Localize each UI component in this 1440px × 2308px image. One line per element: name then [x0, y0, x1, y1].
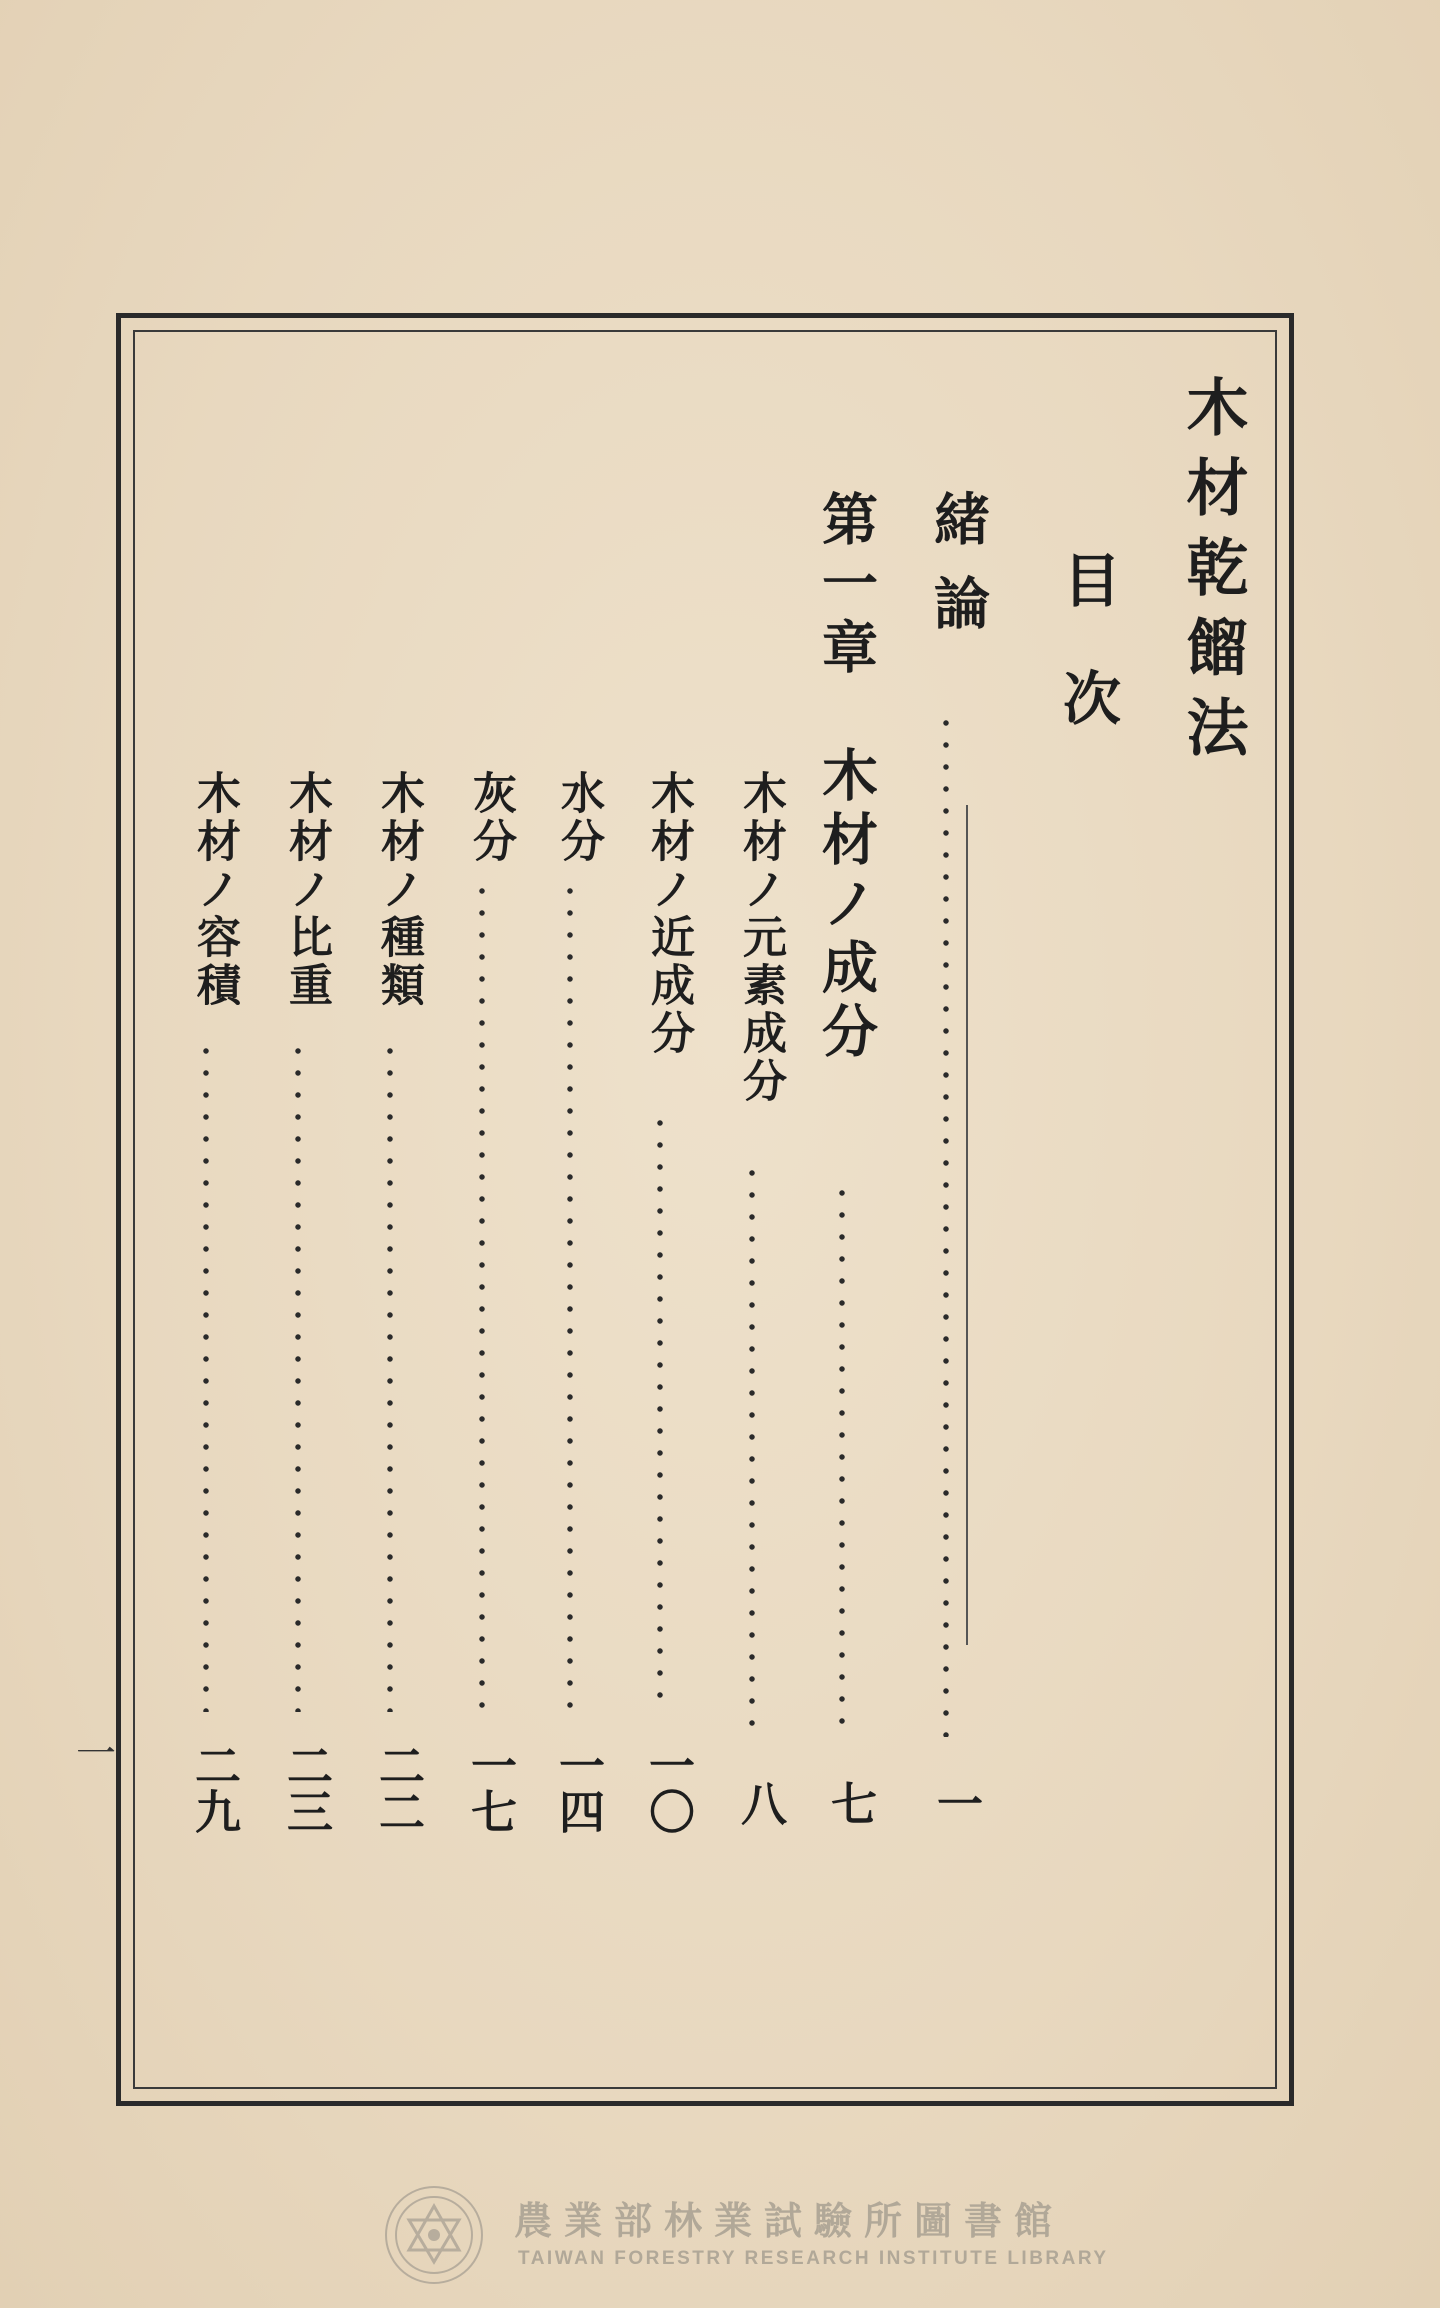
toc-entry-label: 木材ノ近成分	[643, 770, 694, 1058]
leader-dots	[566, 880, 574, 1712]
toc-entry-page: 一〇	[642, 1742, 696, 1834]
leader-dots	[656, 1112, 664, 1712]
margin-page-number: 一	[76, 1731, 116, 1777]
leader-dots	[386, 1040, 394, 1712]
library-name-english: TAIWAN FORESTRY RESEARCH INSTITUTE LIBRARY	[518, 2248, 1109, 2269]
leader-dots	[202, 1040, 210, 1712]
toc-entry-page: 一	[930, 1780, 984, 1826]
column-divider	[966, 805, 968, 1645]
toc-entry-page: 七	[824, 1780, 878, 1826]
toc-entry-label: 第一章 木材ノ成分	[813, 490, 879, 1066]
book-title: 木材乾餾法	[1176, 375, 1249, 775]
toc-entry-page: 二二	[372, 1742, 426, 1834]
leader-dots	[478, 880, 486, 1712]
toc-entry-label: 灰分	[465, 770, 516, 866]
toc-entry-label: 緒論	[925, 490, 991, 658]
leader-dots	[294, 1040, 302, 1712]
toc-entry-page: 二九	[188, 1742, 242, 1834]
library-watermark	[0, 2180, 1440, 2290]
toc-entry-page: 二三	[280, 1742, 334, 1834]
library-seal-icon	[385, 2186, 483, 2284]
toc-entry-label: 木材ノ容積	[189, 770, 240, 1010]
toc-entry-label: 木材ノ元素成分	[735, 770, 786, 1106]
toc-entry-page: 一四	[552, 1742, 606, 1834]
leader-dots	[748, 1162, 756, 1738]
leader-dots	[838, 1182, 846, 1738]
toc-entry-page: 八	[734, 1780, 788, 1826]
leader-dots	[942, 712, 950, 1737]
toc-entry-label: 木材ノ比重	[281, 770, 332, 1010]
toc-entry-page: 一七	[464, 1742, 518, 1834]
toc-entry-label: 木材ノ種類	[373, 770, 424, 1010]
toc-heading: 目次	[1053, 550, 1121, 786]
library-name-chinese: 農業部林業試驗所圖書館	[514, 2199, 1065, 2243]
toc-entry-label: 水分	[553, 770, 604, 866]
